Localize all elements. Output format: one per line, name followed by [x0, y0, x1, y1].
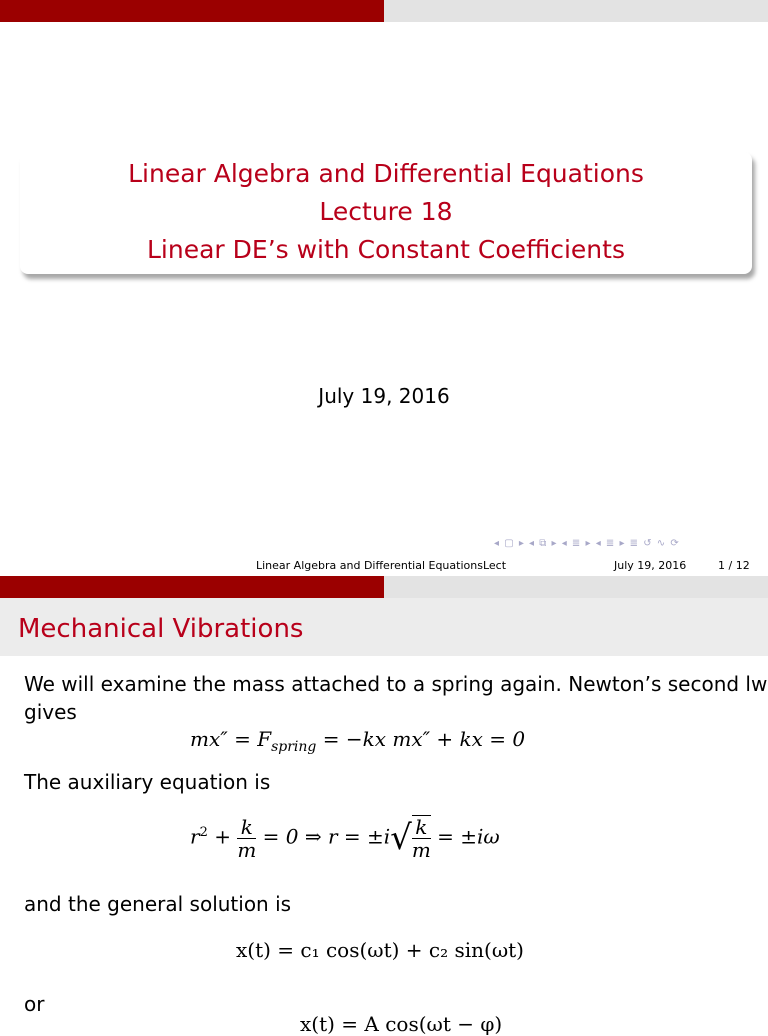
sqrt-icon: √ [390, 818, 412, 858]
header-bar-red-2 [0, 576, 384, 598]
title-line-lecture: Lecture 18 [319, 197, 453, 226]
paragraph-general-solution: and the general solution is [24, 892, 292, 916]
eq2-after: = ±iω [430, 824, 500, 849]
equation-general-solution: x(t) = c₁ cos(ωt) + c₂ sin(ωt) [236, 938, 524, 962]
eq2-plus: + [207, 824, 238, 849]
paragraph-intro-line1: We will examine the mass attached to a spring again. Newton’s second lw [24, 672, 768, 696]
title-box [20, 152, 752, 274]
eq2-r: r [190, 824, 200, 849]
header-bar-gray-2 [384, 576, 768, 598]
sqrt-frac-numerator: k [412, 816, 431, 839]
paragraph-intro-line2: gives [24, 700, 77, 724]
equation-auxiliary [190, 815, 590, 875]
paragraph-or: or [24, 992, 45, 1016]
eq1-lhs: mx″ = F [190, 727, 272, 751]
eq2-exponent: 2 [199, 824, 208, 840]
footer-title: Linear Algebra and Differential EquationsLect [256, 559, 507, 572]
footer-page-number: 1 / 12 [718, 559, 750, 572]
eq1-subscript: spring [271, 739, 317, 755]
fraction-k-over-m [237, 816, 256, 861]
header-bar-red [0, 0, 384, 22]
title-line-topic: Linear DE’s with Constant Coefficients [147, 235, 625, 264]
title-line-course: Linear Algebra and Differential Equations [128, 159, 644, 188]
paragraph-auxiliary: The auxiliary equation is [24, 770, 271, 794]
sqrt-fraction-k-over-m [412, 815, 431, 861]
beamer-navigation-icons[interactable]: ◂ ▢ ▸ ◂ ⧉ ▸ ◂ ≣ ▸ ◂ ≣ ▸ ≣ ↺ ∿ ⟳ [494, 538, 680, 549]
frac-denominator: m [237, 837, 257, 862]
header-bar-gray [384, 0, 768, 22]
presentation-date: July 19, 2016 [318, 384, 450, 408]
eq2-middle: = 0 ⇒ r = ±i [256, 824, 391, 849]
equation-newton [190, 727, 525, 755]
eq1-rest: = −kx mx″ + kx = 0 [316, 727, 526, 751]
footer-date: July 19, 2016 [614, 559, 687, 572]
sqrt-frac-denominator: m [411, 838, 431, 862]
frac-numerator: k [237, 816, 256, 839]
equation-amplitude-phase: x(t) = A cos(ωt − φ) [300, 1012, 503, 1036]
frame-title: Mechanical Vibrations [18, 614, 304, 644]
